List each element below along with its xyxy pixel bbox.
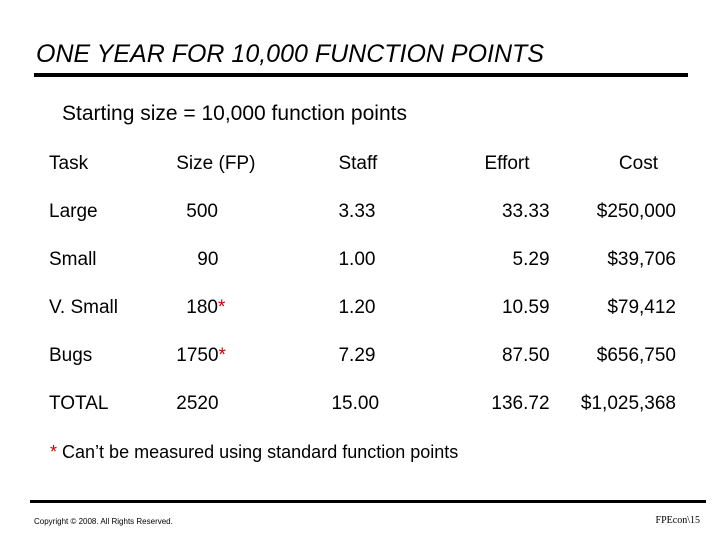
footnote bbox=[50, 442, 458, 463]
cell-staff: 7.29 bbox=[338, 345, 376, 366]
cell-task: TOTAL bbox=[49, 393, 109, 414]
table-header-row bbox=[36, 140, 676, 188]
cell-cost: $39,706 bbox=[607, 249, 676, 270]
slide-number: FPEcon\15 bbox=[655, 515, 700, 526]
cell-staff: 3.33 bbox=[338, 201, 376, 222]
cell-size: 500 bbox=[186, 201, 218, 222]
footnote-star: * bbox=[50, 442, 58, 462]
cell-size: 180* bbox=[186, 297, 226, 318]
cell-size: 2520 bbox=[176, 393, 219, 414]
cell-cost: $79,412 bbox=[607, 297, 676, 318]
table-row bbox=[36, 284, 676, 332]
cell-size: 90 bbox=[197, 249, 219, 270]
cell-effort: 136.72 bbox=[491, 393, 550, 414]
cell-task: V. Small bbox=[49, 297, 118, 318]
slide-title: ONE YEAR FOR 10,000 FUNCTION POINTS bbox=[36, 40, 544, 68]
table-row bbox=[36, 188, 676, 236]
cell-effort: 33.33 bbox=[501, 201, 550, 222]
table-row bbox=[36, 236, 676, 284]
cell-task: Bugs bbox=[49, 345, 93, 366]
cell-staff: 1.00 bbox=[338, 249, 376, 270]
header-effort: Effort bbox=[484, 153, 530, 174]
header-size: Size (FP) bbox=[176, 153, 256, 174]
cell-cost: $250,000 bbox=[596, 201, 676, 222]
table-row bbox=[36, 332, 676, 380]
cell-cost: $656,750 bbox=[596, 345, 676, 366]
effort-table bbox=[36, 140, 676, 428]
header-cost: Cost bbox=[618, 153, 658, 174]
cell-staff: 15.00 bbox=[331, 393, 380, 414]
cell-size: 1750* bbox=[176, 345, 226, 366]
cell-task: Large bbox=[49, 201, 98, 222]
header-staff: Staff bbox=[338, 153, 378, 174]
slide-subtitle: Starting size = 10,000 function points bbox=[62, 102, 407, 125]
copyright-notice: Copyright © 2008. All Rights Reserved. bbox=[34, 517, 173, 526]
footer-rule bbox=[30, 500, 706, 503]
table-row-total bbox=[36, 380, 676, 428]
cell-effort: 5.29 bbox=[512, 249, 550, 270]
cell-staff: 1.20 bbox=[338, 297, 376, 318]
cell-task: Small bbox=[49, 249, 97, 270]
header-task: Task bbox=[49, 153, 89, 174]
cell-cost: $1,025,368 bbox=[580, 393, 676, 414]
title-rule bbox=[34, 73, 688, 77]
footnote-text: Can’t be measured using standard function points bbox=[62, 442, 459, 462]
cell-effort: 87.50 bbox=[501, 345, 550, 366]
cell-effort: 10.59 bbox=[501, 297, 550, 318]
